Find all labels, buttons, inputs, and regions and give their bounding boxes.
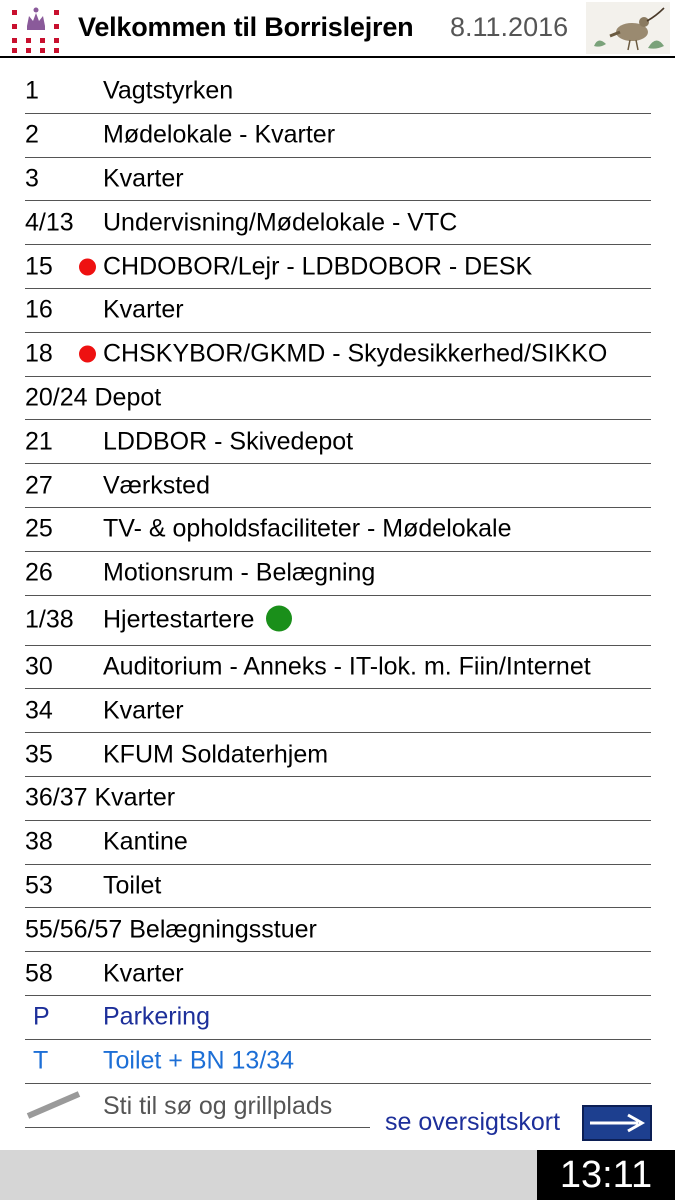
list-item[interactable] (25, 508, 651, 552)
list-item-toilet[interactable] (25, 1040, 651, 1084)
list-item[interactable] (25, 464, 651, 508)
curlew-bird-icon (586, 2, 670, 54)
building-number: 1/38 (25, 605, 74, 634)
list-item[interactable] (25, 201, 651, 245)
list-item[interactable] (25, 596, 651, 646)
building-label: Parkering (103, 1002, 210, 1031)
path-label: Sti til sø og grillplads (103, 1092, 333, 1120)
list-item[interactable] (25, 646, 651, 690)
list-item[interactable] (25, 245, 651, 289)
building-label: CHDOBOR/Lejr - LDBDOBOR - DESK (103, 252, 533, 281)
list-item[interactable] (25, 865, 651, 909)
overview-map-button[interactable] (582, 1105, 652, 1141)
building-number: 58 (25, 959, 53, 988)
building-number: 53 (25, 871, 53, 900)
building-number: 25 (25, 514, 53, 543)
building-entry: 55/56/57 Belægningsstuer (25, 915, 317, 944)
list-item[interactable] (25, 952, 651, 996)
building-entry: 36/37 Kvarter (25, 783, 176, 812)
building-number: 3 (25, 164, 39, 193)
building-number: 1 (25, 76, 39, 105)
building-number: 21 (25, 427, 53, 456)
building-label: TV- & opholdsfaciliteter - Mødelokale (103, 514, 512, 543)
list-item[interactable] (25, 158, 651, 202)
building-label: Kvarter (103, 164, 184, 193)
list-item-parking[interactable] (25, 996, 651, 1040)
header (0, 0, 675, 58)
building-number: 27 (25, 471, 53, 500)
clock: 13:11 (537, 1150, 675, 1200)
list-item[interactable] (25, 114, 651, 158)
overview-map-link[interactable]: se oversigtskort (385, 1108, 561, 1136)
building-number: 4/13 (25, 208, 74, 237)
date-label: 8.11.2016 (450, 12, 569, 42)
building-label: Kantine (103, 827, 188, 856)
building-entry: 20/24 Depot (25, 383, 162, 412)
list-item[interactable] (25, 552, 651, 596)
building-label: CHSKYBOR/GKMD - Skydesikkerhed/SIKKO (103, 339, 608, 368)
building-number: 30 (25, 652, 53, 681)
building-label: Værksted (103, 471, 210, 500)
list-item[interactable] (25, 821, 651, 865)
arrow-right-icon (584, 1107, 650, 1139)
building-label: Kvarter (103, 295, 184, 324)
page-title: Velkommen til Borrislejren (78, 12, 414, 42)
building-number: 34 (25, 696, 53, 725)
list-item[interactable] (25, 333, 651, 377)
building-number: 2 (25, 120, 39, 149)
building-label: Toilet (103, 871, 162, 900)
building-number: T (33, 1046, 49, 1075)
list-item[interactable] (25, 70, 651, 114)
building-label: Undervisning/Mødelokale - VTC (103, 208, 458, 237)
building-label: Kvarter (103, 959, 184, 988)
building-label-wrap (103, 606, 292, 635)
building-label: Kvarter (103, 696, 184, 725)
royal-crown-emblem-icon (10, 4, 64, 54)
list-item[interactable] (25, 733, 651, 777)
building-label: KFUM Soldaterhjem (103, 740, 329, 769)
red-marker-icon (79, 258, 96, 275)
building-number: 15 (25, 252, 53, 281)
building-label: Toilet + BN 13/34 (103, 1046, 295, 1075)
list-item[interactable] (25, 689, 651, 733)
list-item[interactable] (25, 777, 651, 821)
building-label: LDDBOR - Skivedepot (103, 427, 354, 456)
building-number: 16 (25, 295, 53, 324)
building-label: Vagtstyrken (103, 76, 234, 105)
building-label: Mødelokale - Kvarter (103, 120, 336, 149)
list-item[interactable] (25, 908, 651, 952)
green-marker-icon (266, 606, 292, 632)
path-legend-item[interactable] (25, 1084, 370, 1128)
building-number: 38 (25, 827, 53, 856)
building-label: Auditorium - Anneks - IT-lok. m. Fiin/Internet (103, 652, 591, 681)
list-item[interactable] (25, 377, 651, 421)
building-number: 26 (25, 558, 53, 587)
building-label: Motionsrum - Belægning (103, 558, 376, 587)
list-item[interactable] (25, 289, 651, 333)
list-item[interactable] (25, 420, 651, 464)
building-label: Hjertestartere (103, 605, 255, 634)
building-number: 35 (25, 740, 53, 769)
red-marker-icon (79, 346, 96, 363)
path-line-icon (25, 1090, 83, 1120)
building-number: 18 (25, 339, 53, 368)
building-list (25, 70, 651, 1084)
building-number: P (33, 1002, 50, 1031)
